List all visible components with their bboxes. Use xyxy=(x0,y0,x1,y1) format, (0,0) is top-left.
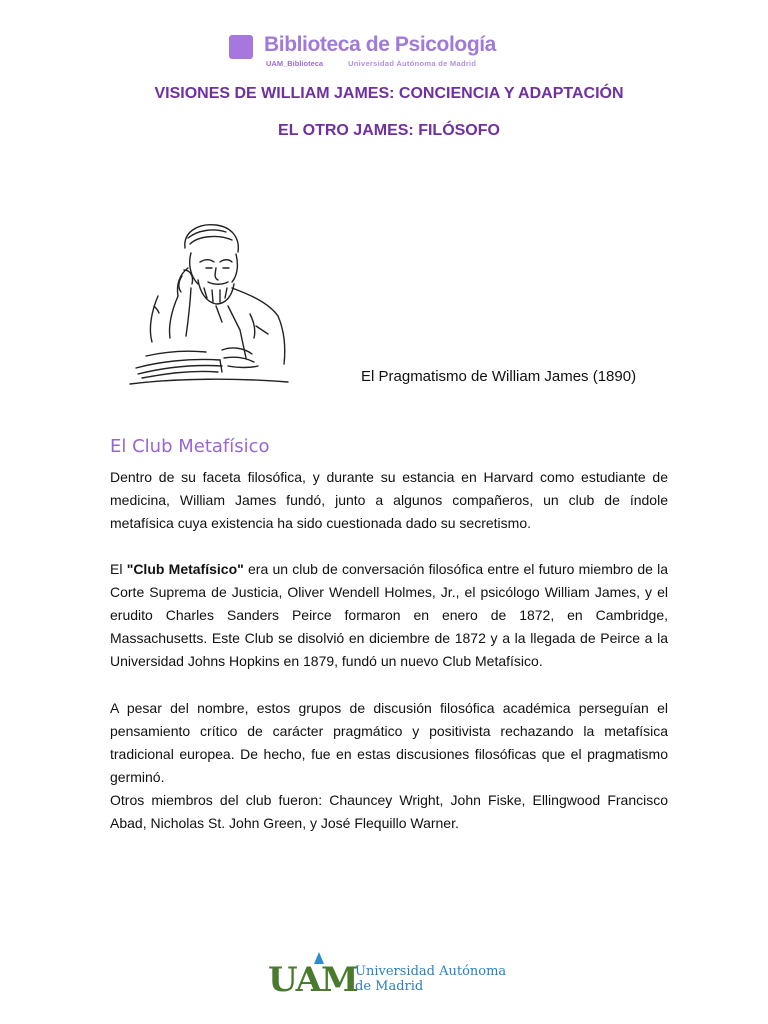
section-heading: El Club Metafísico xyxy=(110,436,270,457)
library-sub-right: Universidad Autónoma de Madrid xyxy=(348,59,477,68)
paragraph-2-bold: "Club Metafísico" xyxy=(126,561,244,577)
paragraph-1: Dentro de su faceta filosófica, y durante su estancia en Harvard como estudiante de medicina, William James fundó, junto a algunos compañeros, un club de índole metafísica cuya existencia ha sido cuestionada dado su secretismo. xyxy=(110,469,668,531)
image-caption: El Pragmatismo de William James (1890) xyxy=(361,368,637,385)
uam-logo xyxy=(268,950,518,1000)
document-subtitle: EL OTRO JAMES: FILÓSOFO xyxy=(278,122,500,139)
paragraph-3: A pesar del nombre, estos grupos de discusión filosófica académica perseguían el pensamiento crítico de carácter pragmático y positivista rechazando la metafísica tradicional europea. De hecho, fue en estas discusiones filosóficas que el pragmatismo germinó. xyxy=(110,700,668,785)
uam-mark: UAM xyxy=(268,960,358,1000)
library-sub-left: UAM_Biblioteca xyxy=(266,59,324,68)
uam-name-line-2: de Madrid xyxy=(355,979,424,994)
library-logo xyxy=(229,33,559,73)
uam-name-line-1: Universidad Autónoma xyxy=(355,964,507,979)
library-name: Biblioteca de Psicología xyxy=(264,33,496,56)
paragraph-2 xyxy=(110,558,668,673)
paragraph-2-rest: era un club de conversación filosófica entre el futuro miembro de la Corte Suprema de Justicia, Oliver Wendell Holmes, Jr., el psicólogo William James, y el erudito Charles Sanders Peirce formaron en enero de 1872, en Cambridge, Massachusetts. Este Club se disolvió en diciembre de 1872 y a la llegada de Peirce a la Universidad Johns Hopkins en 1879, fundó un nuevo Club Metafísico. xyxy=(110,561,669,669)
portrait-sketch-icon xyxy=(128,218,293,386)
library-square-icon xyxy=(229,35,253,59)
document-title: VISIONES DE WILLIAM JAMES: CONCIENCIA Y ADAPTACIÓN xyxy=(154,85,624,102)
paragraph-4: Otros miembros del club fueron: Chauncey Wright, John Fiske, Ellingwood Francisco Abad, Nicholas St. John Green, y José Flequillo Warner. xyxy=(110,792,668,831)
paragraph-2-start: El xyxy=(110,561,127,577)
